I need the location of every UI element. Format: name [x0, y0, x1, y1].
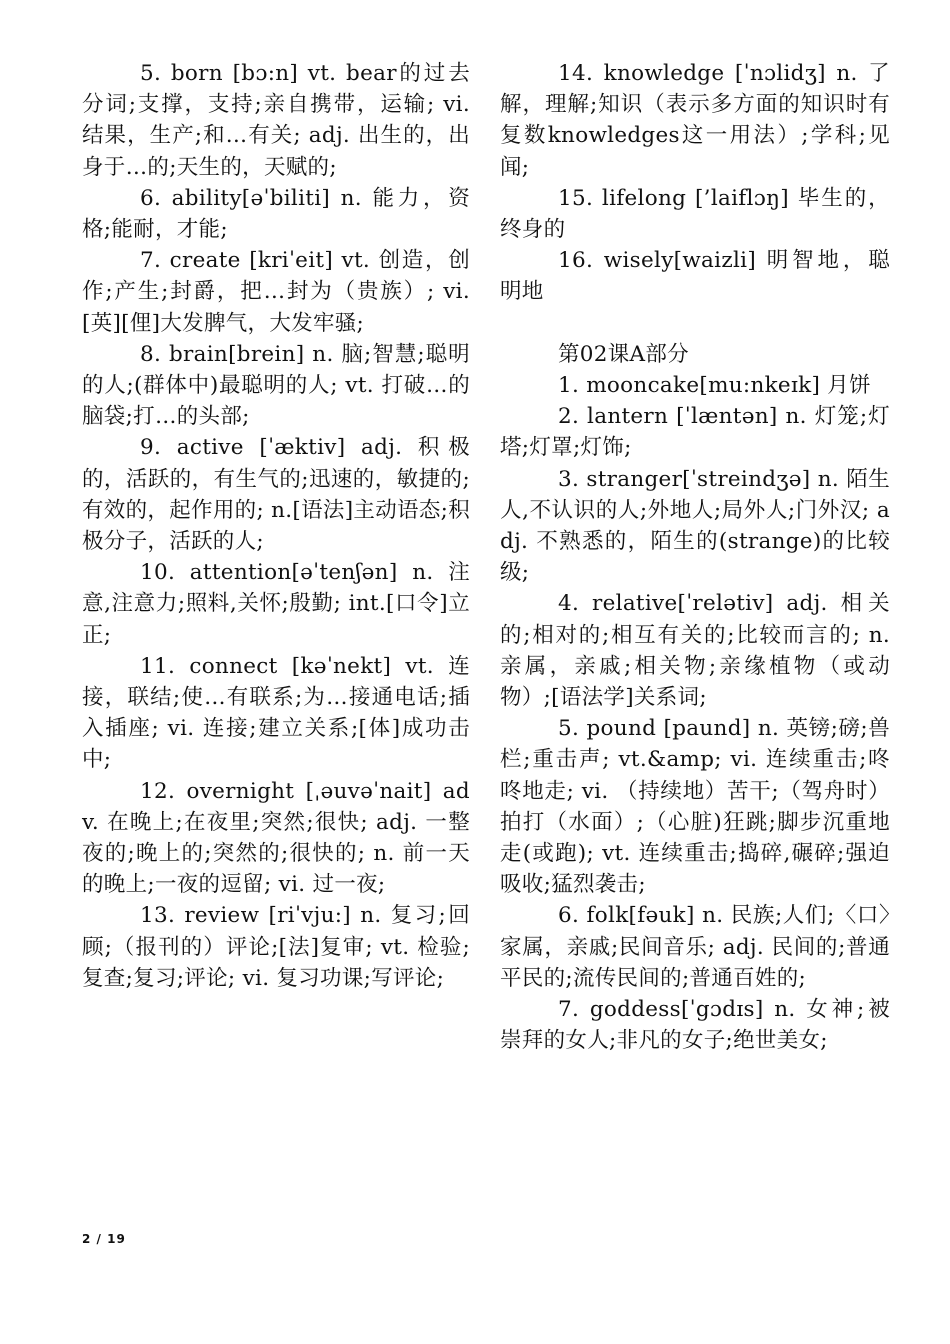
- vocab-entry: 12. overnight [ˌəuvəˈnait] adv. 在晚上;在夜里;突然;很快; adj. 一整夜的;晚上的;突然的;很快的; n. 前一天的晚上;一夜的逗留; vi. 过一夜;: [82, 778, 470, 898]
- vocab-entry: 7. create [kriˈeit] vt. 创造，创作;产生;封爵，把…封为（贵族）; vi.[英][俚]大发脾气，大发牢骚;: [82, 248, 470, 336]
- vocab-entry: 16. wisely[waizli] 明智地，聪明地: [500, 248, 890, 305]
- right-column: [500, 58, 890, 1056]
- vocab-entry: 8. brain[brein] n. 脑;智慧;聪明的人;(群体中)最聪明的人; vt. 打破…的脑袋;打…的头部;: [82, 341, 470, 430]
- left-column: [82, 58, 470, 994]
- vocab-entry: 4. relative[ˈrelətiv] adj. 相关的;相对的;相互有关的;比较而言的; n. 亲属，亲戚;相关物;亲缘植物（或动物）;[语法学]关系词;: [500, 591, 890, 711]
- vocab-entry: 5. born [bɔ:n] vt. bear的过去分词;支撑，支持;亲自携带，运输; vi. 结果，生产;和…有关; adj. 出生的，出身于…的;天生的，天赋的;: [82, 61, 470, 180]
- vocab-entry: 9. active [ˈæktiv] adj. 积极的，活跃的，有生气的;迅速的，敏捷的;有效的，起作用的; n.[语法]主动语态;积极分子，活跃的人;: [82, 435, 470, 555]
- vocab-entry: 2. lantern [ˈlæntən] n. 灯笼;灯塔;灯罩;灯饰;: [500, 404, 890, 461]
- vocab-entry: 13. review [riˈvju:] n. 复习;回顾;（报刊的）评论;[法]复审; vt. 检验;复查;复习;评论; vi. 复习功课;写评论;: [82, 903, 470, 991]
- vocab-entry: 5. pound [paund] n. 英镑;磅;兽栏;重击声; vt.&amp; vi. 连续重击;咚咚地走; vi. （持续地）苦干;（驾舟时）拍打（水面）;（心脏)狂跳;脚步沉重地走(或跑); vt. 连续重击;捣碎,碾碎;强迫吸收;猛烈袭击;: [500, 716, 890, 898]
- vocab-entry: 1. mooncake[mu:nkeɪk] 月饼: [558, 373, 871, 399]
- vocab-entry: 11. connect [kəˈnekt] vt. 连接，联结;使…有联系;为…接通电话;插入插座; vi. 连接;建立关系;[体]成功击中;: [82, 653, 470, 773]
- vocab-entry: 7. goddess[ˈgɔdɪs] n. 女神;被崇拜的女人;非凡的女子;绝世美女;: [500, 997, 890, 1054]
- vocab-entry: 15. lifelong [’laiflɔŋ] 毕生的，终身的: [500, 185, 890, 243]
- vocab-entry: 6. folk[fəuk] n. 民族;人们;〈口〉家属，亲戚;民间音乐; adj. 民间的;普通平民的;流传民间的;普通百姓的;: [500, 903, 890, 991]
- page-number: 2 / 19: [82, 1232, 126, 1246]
- vocab-entry: 6. ability[əˈbiliti] n. 能力，资格;能耐，才能;: [82, 185, 470, 243]
- vocab-entry: 10. attention[əˈtenʃən] n. 注意,注意力;照料,关怀;殷勤; int.[口令]立正;: [82, 560, 470, 648]
- vocab-entry: 3. stranger[ˈstreindʒə] n. 陌生人,不认识的人;外地人;局外人;门外汉; adj. 不熟悉的，陌生的(strange)的比较级;: [500, 466, 890, 586]
- section-title: 第02课A部分: [558, 341, 689, 367]
- vocab-entry: 14. knowledge [ˈnɔlidʒ] n. 了解，理解;知识（表示多方面的知识时有复数knowledges这一用法）;学科;见闻;: [500, 61, 890, 180]
- spacer: [500, 308, 890, 339]
